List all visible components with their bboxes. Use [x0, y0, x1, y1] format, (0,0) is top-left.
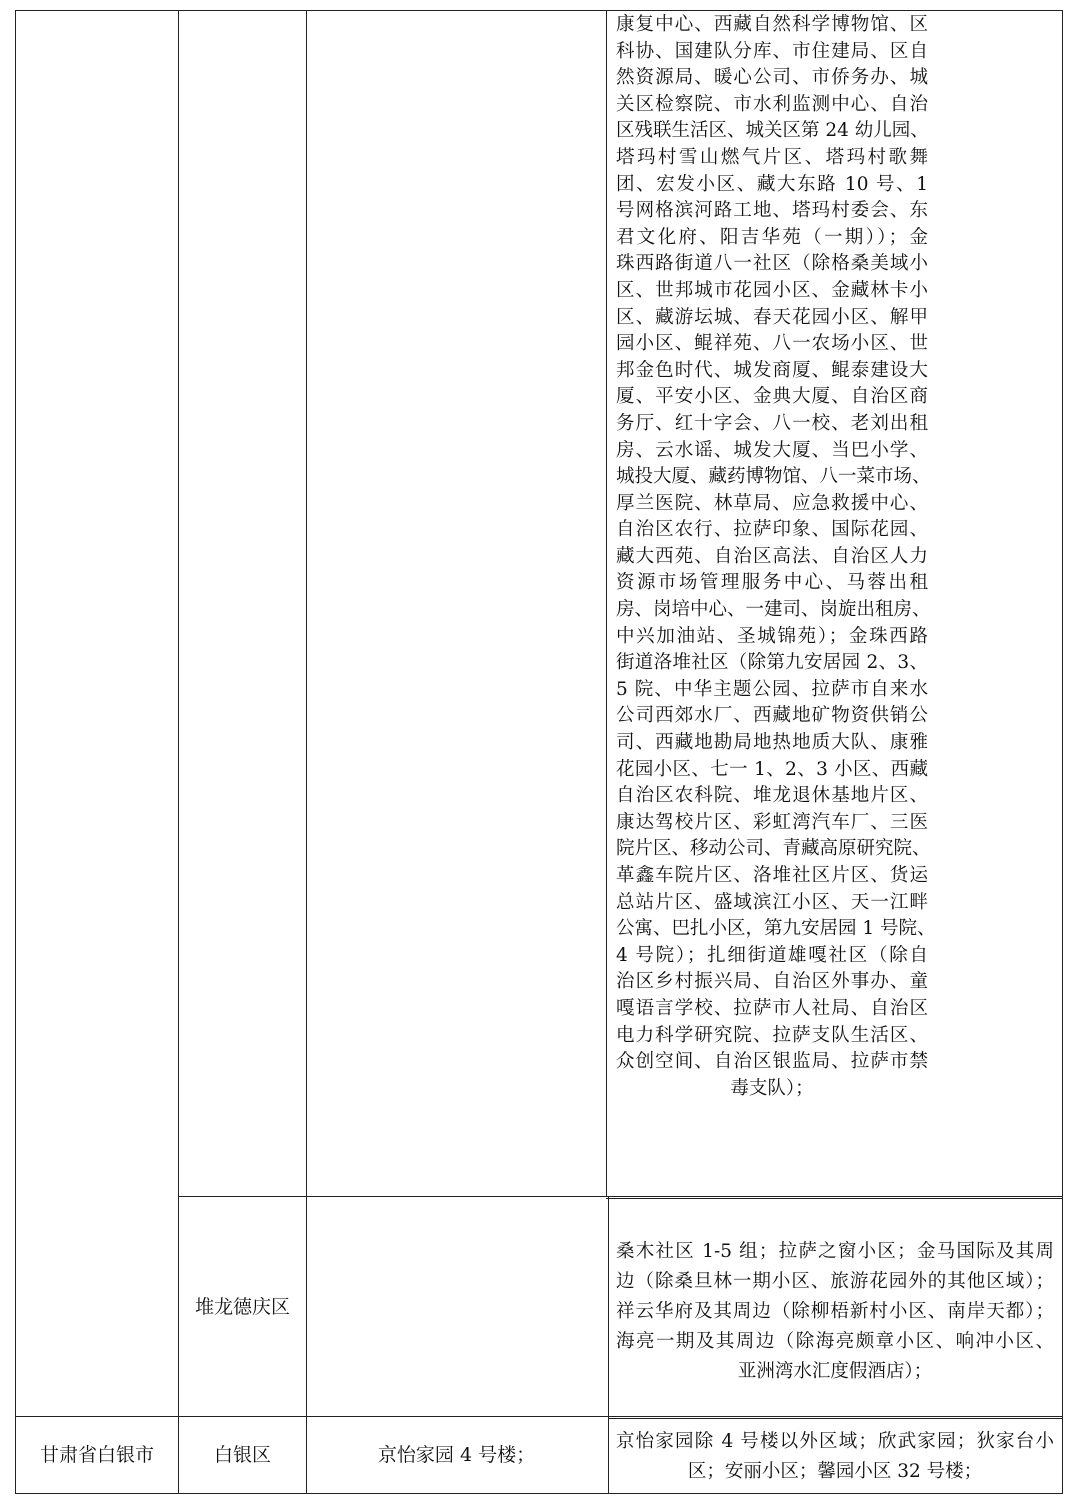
- area-line: 厚兰医院、林草局、应急救援中心、: [616, 492, 928, 514]
- area-line: 区残联生活区、城关区第 24 幼儿园、: [616, 120, 929, 142]
- area-line: 团、宏发小区、藏大东路 10 号、1: [616, 173, 928, 195]
- area-line: 房、云水谣、城发大厦、当巴小学、: [616, 439, 928, 461]
- table-border-top: [15, 10, 1063, 11]
- area-line: 康复中心、西藏自然科学博物馆、区: [616, 14, 928, 35]
- area-line: 毒支队）；: [730, 1077, 814, 1099]
- area-line: 亚洲湾水汇度假酒店）；: [737, 1361, 933, 1382]
- baiyin-area-cell: [616, 1427, 1054, 1487]
- column-divider-2: [306, 10, 307, 1494]
- area-line: 号网格滨河路工地、塔玛村委会、东: [616, 200, 928, 222]
- area-line: 邦金色时代、城发商厦、鲲泰建设大: [616, 359, 928, 381]
- area-line: 区、世邦城市花园小区、金藏林卡小: [616, 279, 928, 301]
- area-line: 君文化府、阳吉华苑（一期））；金: [616, 226, 928, 248]
- row-divider-duilong-b: [608, 1418, 1063, 1419]
- area-line: 务厅、红十字会、八一校、老刘出租: [616, 412, 928, 434]
- area-line: 城投大厦、藏药博物馆、八一菜市场、: [616, 466, 931, 488]
- area-line: 关区检察院、市水利监测中心、自治: [616, 93, 928, 115]
- column-divider-3-a: [606, 10, 607, 1196]
- area-line: 电力科学研究院、拉萨支队生活区、: [616, 1024, 928, 1046]
- lhasa-area-cell: [616, 12, 936, 1102]
- area-line: 治区乡村振兴局、自治区外事办、童: [616, 971, 928, 993]
- district-cell-duilongdeqing: 堆龙德庆区: [194, 1295, 290, 1318]
- area-line: 京怡家园除 4 号楼以外区域；欣武家园；狄家台小: [616, 1431, 1054, 1452]
- area-line: 公寓、巴扎小区，第九安居园 1 号院、: [616, 918, 936, 940]
- area-line: 区、藏游坛城、春天花园小区、解甲: [616, 306, 928, 328]
- area-line: 自治区农行、拉萨印象、国际花园、: [616, 519, 928, 541]
- area-line: 4 号院）；扎细街道雄嘎社区（除自: [616, 944, 928, 966]
- high-risk-cell-baiyin: 京怡家园 4 号楼；: [377, 1444, 536, 1466]
- area-line: 祥云华府及其周边（除柳梧新村小区、南岸天都）；: [616, 1301, 1054, 1322]
- area-line: 资源市场管理服务中心、马蓉出租: [616, 572, 928, 594]
- area-line: 塔玛村雪山燃气片区、塔玛村歌舞: [616, 146, 928, 168]
- area-line: 革鑫车院片区、洛堆社区片区、货运: [616, 865, 928, 886]
- area-line: 房、岗培中心、一建司、岗旋出租房、: [616, 599, 931, 621]
- table-border-left: [15, 10, 16, 1494]
- table-border-bottom: [15, 1493, 1063, 1494]
- area-line: 自治区农科院、堆龙退休基地片区、: [616, 785, 928, 807]
- area-line: 5 院、中华主题公园、拉萨市自来水: [616, 678, 928, 700]
- row-divider-lhasa: [178, 1196, 1063, 1197]
- area-line: 花园小区、七一 1、2、3 小区、西藏: [616, 758, 928, 780]
- district-cell-baiyin: 白银区: [213, 1444, 271, 1466]
- duilongdeqing-area-cell: [616, 1237, 1054, 1387]
- area-line: 科协、国建队分库、市住建局、区自: [616, 40, 928, 62]
- area-line: 边（除桑旦林一期小区、旅游花园外的其他区域）；: [616, 1271, 1054, 1292]
- area-line: 区；安丽小区；馨园小区 32 号楼；: [687, 1461, 983, 1482]
- area-line: 藏大西苑、自治区高法、自治区人力: [616, 545, 928, 567]
- area-line: 众创空间、自治区银监局、拉萨市禁: [616, 1051, 928, 1073]
- area-line: 康达驾校片区、彩虹湾汽车厂、三医: [616, 811, 928, 833]
- column-divider-3-b: [608, 1196, 609, 1494]
- area-line: 院片区、移动公司、青藏高原研究院、: [616, 838, 931, 860]
- area-line: 嘎语言学校、拉萨市人社局、自治区: [616, 997, 928, 1019]
- city-cell-baiyin: 甘肃省白银市: [39, 1444, 154, 1466]
- area-line: 司、西藏地勘局地热地质大队、康雅: [616, 732, 928, 754]
- area-line: 中兴加油站、圣城锦苑）；金珠西路: [616, 625, 928, 647]
- area-line: 总站片区、盛域滨江小区、天一江畔: [616, 891, 928, 913]
- area-line: 厦、平安小区、金典大厦、自治区商: [616, 386, 928, 408]
- area-line: 街道洛堆社区（除第九安居园 2、3、: [616, 652, 928, 674]
- area-line: 然资源局、暖心公司、市侨务办、城: [616, 67, 928, 89]
- table-border-right: [1062, 10, 1063, 1494]
- area-line: 园小区、鲲祥苑、八一农场小区、世: [616, 333, 928, 355]
- area-line: 桑木社区 1-5 组；拉萨之窗小区；金马国际及其周: [616, 1241, 1054, 1262]
- area-line: 公司西郊水厂、西藏地矿物资供销公: [616, 705, 928, 727]
- area-line: 珠西路街道八一社区（除格桑美域小: [616, 253, 928, 275]
- row-divider-lhasa-b: [606, 1198, 1063, 1199]
- area-line: 海亮一期及其周边（除海亮颇章小区、响冲小区、: [616, 1331, 1054, 1352]
